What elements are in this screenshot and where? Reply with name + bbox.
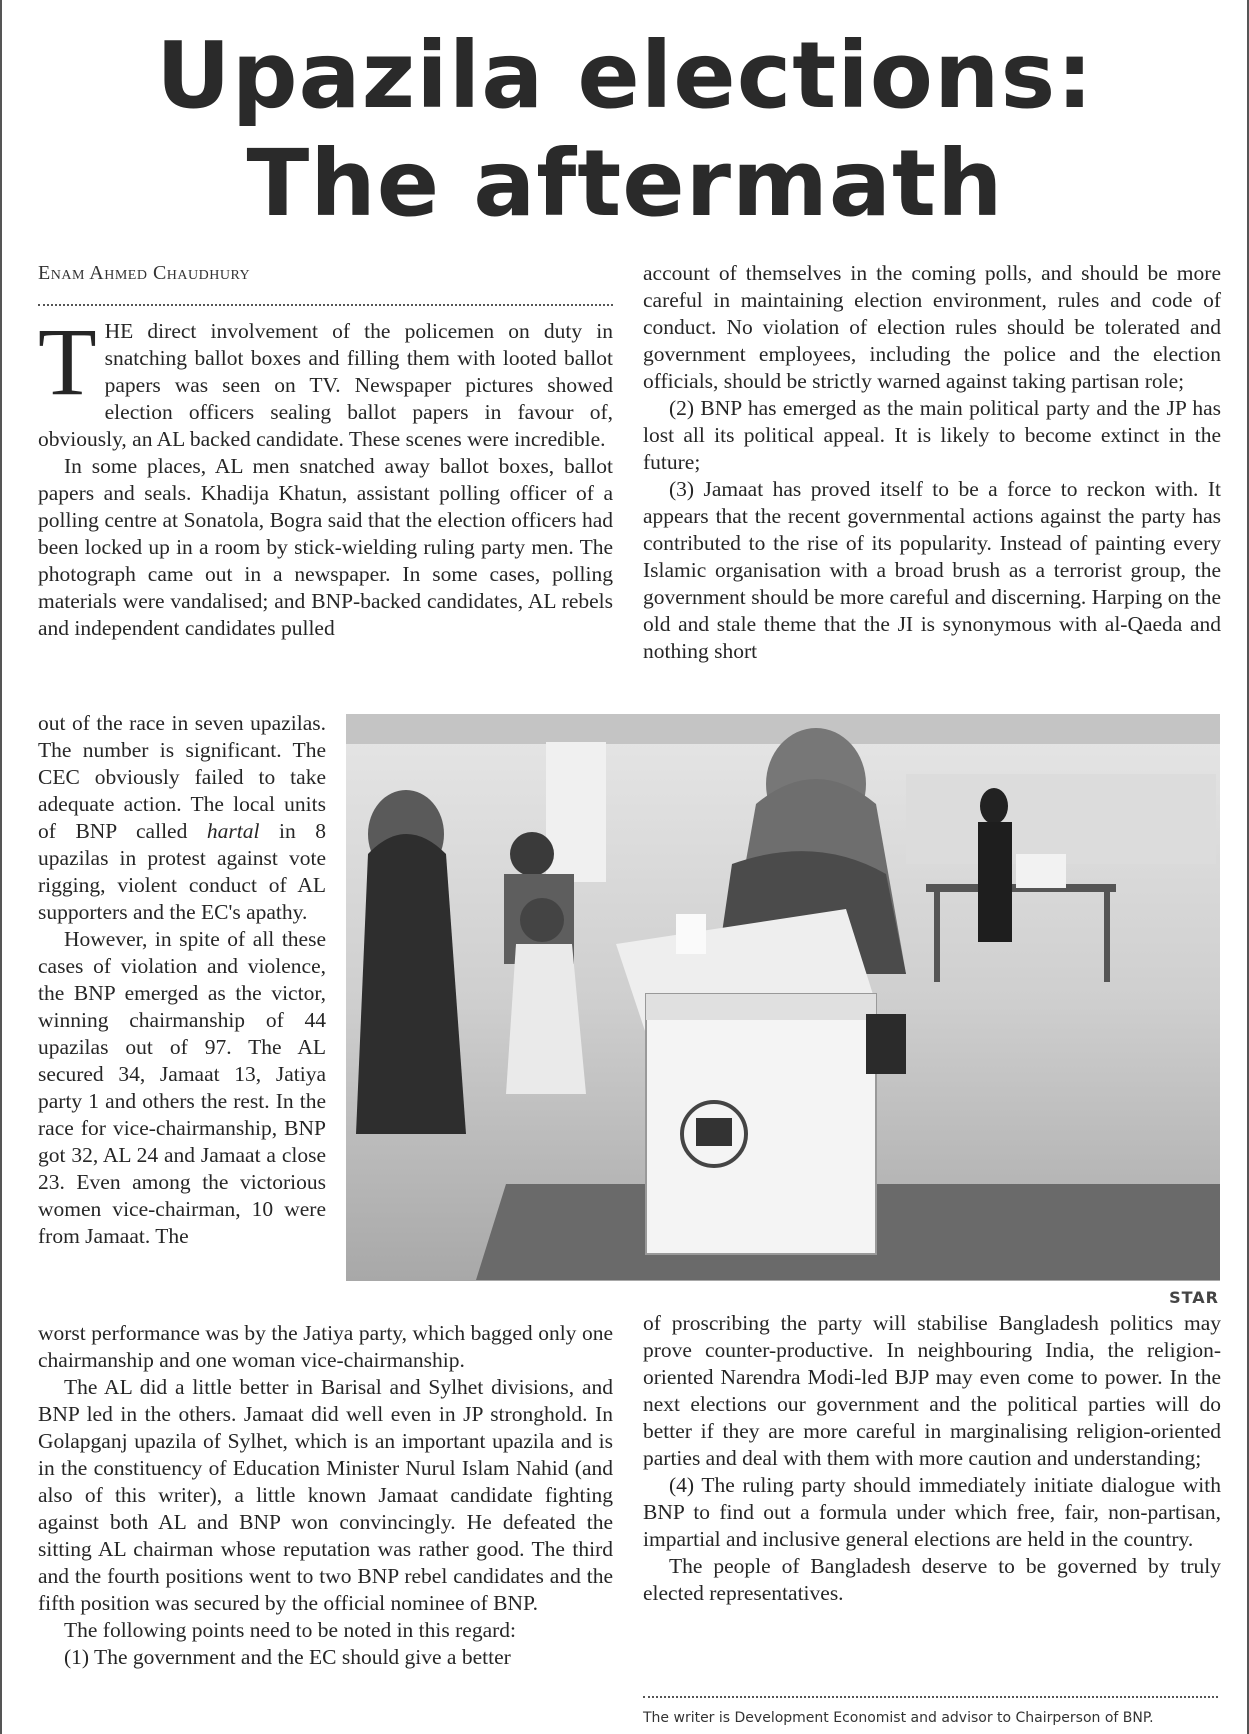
paragraph: The people of Bangladesh deserve to be governed by truly elected representatives.: [643, 1554, 1221, 1605]
lead-paragraph: THE direct involvement of the policemen on duty in snatching ballot boxes and filling them with looted ballot papers was seen on TV. Newspaper pictures showed election officers sealing ballot papers in favour of, obviously, an AL backed candidate. These scenes were incredible.: [38, 308, 613, 451]
paragraph: worst performance was by the Jatiya party, which bagged only one chairmanship and one woman vice-chairmanship.: [38, 1321, 613, 1372]
paragraph: out of the race in seven upazilas. The number is significant. The CEC obviously failed to take adequate action. The local units of BNP called hartal in 8 upazilas in protest against vote rigging, violent conduct of AL supporters and the EC's apathy.: [38, 711, 326, 924]
author-footnote: The writer is Development Economist and advisor to Chairperson of BNP.: [643, 1710, 1154, 1726]
byline: Enam Ahmed Chaudhury: [38, 262, 251, 284]
footnote-divider: [643, 1696, 1218, 1698]
paragraph: However, in spite of all these cases of violation and violence, the BNP emerged as the victor, winning chairmanship of 44 upazilas out of 97. The AL secured 34, Jamaat 13, Jatiya party 1 and others the rest. In the race for vice-chairmanship, BNP got 32, AL 24 and Jamaat a close 23. Even among the victorious women vice-chairman, 10 were from Jamaat. The: [38, 927, 326, 1248]
photo-illustration: [346, 714, 1220, 1281]
headline: [40, 22, 1210, 238]
column-2-bottom: [643, 1310, 1221, 1607]
paragraph: (1) The government and the EC should give a better: [64, 1645, 511, 1669]
byline-divider: [38, 304, 613, 306]
photo-credit: STAR: [1169, 1288, 1219, 1307]
paragraph: The following points need to be noted in this regard:: [64, 1618, 517, 1642]
paragraph: The AL did a little better in Barisal and Sylhet divisions, and BNP led in the others. Jamaat did well even in JP stronghold. In Golapganj upazila of Sylhet, which is an important upazila and is in the constituency of Education Minister Nurul Islam Nahid (and also of this writer), a little known Jamaat candidate fighting against both AL and BNP won convincingly. He defeated the sitting AL chairman whose reputation was rather good. The third and the fourth positions went to two BNP rebel candidates and the fifth position was secured by the official nominee of BNP.: [38, 1375, 613, 1615]
paragraph: In some places, AL men snatched away ballot boxes, ballot papers and seals. Khadija Khatun, assistant polling officer of a polling centre at Sonatola, Bogra said that the election officers had been locked up in a room by stick-wielding ruling party men. The photograph came out in a newspaper. In some cases, polling materials were vandalised; and BNP-backed candidates, AL rebels and independent candidates pulled: [38, 454, 613, 640]
column-1-narrow: [38, 710, 326, 1250]
page-border-left: [0, 0, 2, 1734]
paragraph: account of themselves in the coming polls, and should be more careful in maintaining election environment, rules and code of conduct. No violation of election rules should be tolerated and government employees, including the police and the election officials, should be strictly warned against taking partisan role;: [643, 261, 1221, 393]
paragraph: of proscribing the party will stabilise Bangladesh politics may prove counter-productive. In neighbouring India, the religion-oriented Narendra Modi-led BJP may even come to power. In the next elections our government and the political parties will do better if they are more careful in marginalising religion-oriented parties and deal with them with more caution and understanding;: [643, 1311, 1221, 1470]
headline-line-1: Upazila elections:: [156, 22, 1094, 129]
paragraph: (3) Jamaat has proved itself to be a force to reckon with. It appears that the recent governmental actions against the party has contributed to the rise of its popularity. Instead of painting every Islamic organisation with a broad brush as a terrorist group, the government should be more careful and discerning. Harping on the old and stale theme that the JI is synonymous with al-Qaeda and nothing short: [643, 477, 1221, 663]
paragraph: (4) The ruling party should immediately initiate dialogue with BNP to find out a formula under which free, fair, non-partisan, impartial and inclusive general elections are held in the country.: [643, 1473, 1221, 1551]
column-1-bottom: [38, 1320, 613, 1671]
column-1-top: [38, 308, 613, 642]
paragraph: (2) BNP has emerged as the main political party and the JP has lost all its political appeal. It is likely to become extinct in the future;: [643, 396, 1221, 474]
drop-cap: T: [38, 308, 97, 415]
column-2-top: [643, 260, 1221, 665]
italic-term: hartal: [206, 819, 260, 843]
headline-line-2: The aftermath: [246, 130, 1004, 237]
news-photo: [346, 714, 1220, 1281]
